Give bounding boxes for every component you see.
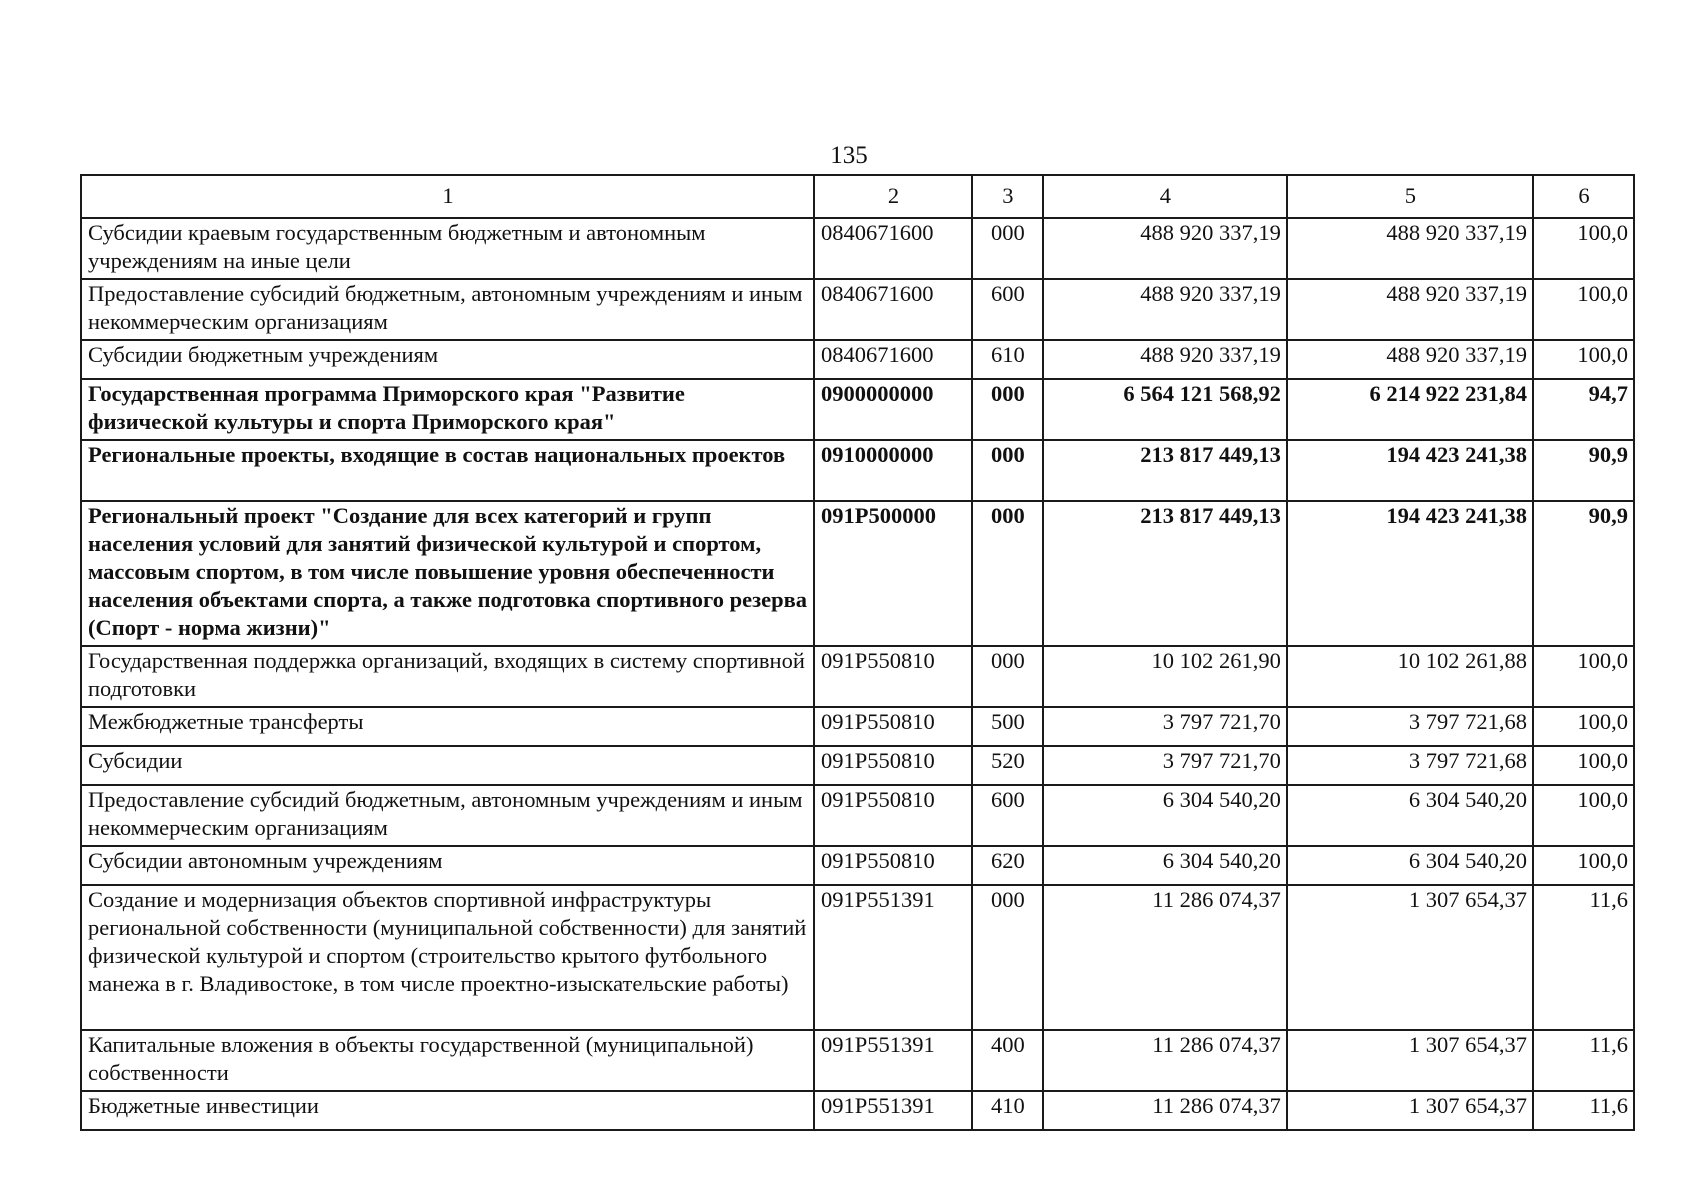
row-percent-executed: 90,9	[1533, 440, 1634, 501]
row-percent-executed: 100,0	[1533, 746, 1634, 785]
row-expense-type: 610	[972, 340, 1043, 379]
row-executed-amount: 1 307 654,37	[1287, 1030, 1533, 1091]
row-executed-amount: 1 307 654,37	[1287, 1091, 1533, 1130]
row-percent-executed: 94,7	[1533, 379, 1634, 440]
row-code: 0900000000	[814, 379, 972, 440]
table-body	[81, 218, 1634, 1130]
row-code: 091P550810	[814, 646, 972, 707]
row-percent-executed: 100,0	[1533, 846, 1634, 885]
row-code: 091P550810	[814, 707, 972, 746]
row-executed-amount: 3 797 721,68	[1287, 707, 1533, 746]
row-name: Создание и модернизация объектов спортивной инфраструктуры региональной собственности (муниципальной собственности) для занятий физической культурой и спортом (строительство крытого футбольного манежа в г. Владивостоке, в том числе проектно-изыскательские работы)	[81, 885, 814, 1030]
row-percent-executed: 100,0	[1533, 646, 1634, 707]
budget-table	[80, 174, 1635, 1131]
row-expense-type: 520	[972, 746, 1043, 785]
row-planned-amount: 213 817 449,13	[1043, 440, 1287, 501]
table-row	[81, 785, 1634, 846]
row-code: 091P550810	[814, 746, 972, 785]
row-name: Государственная поддержка организаций, входящих в систему спортивной подготовки	[81, 646, 814, 707]
row-expense-type: 000	[972, 885, 1043, 1030]
row-expense-type: 000	[972, 440, 1043, 501]
row-name: Субсидии бюджетным учреждениям	[81, 340, 814, 379]
row-percent-executed: 11,6	[1533, 885, 1634, 1030]
row-expense-type: 500	[972, 707, 1043, 746]
row-executed-amount: 488 920 337,19	[1287, 340, 1533, 379]
row-planned-amount: 11 286 074,37	[1043, 1091, 1287, 1130]
page-number: 135	[830, 142, 868, 169]
row-name: Субсидии краевым государственным бюджетным и автономным учреждениям на иные цели	[81, 218, 814, 279]
column-header: 3	[972, 175, 1043, 218]
row-expense-type: 000	[972, 218, 1043, 279]
row-planned-amount: 6 304 540,20	[1043, 846, 1287, 885]
row-planned-amount: 11 286 074,37	[1043, 1030, 1287, 1091]
column-header: 6	[1533, 175, 1634, 218]
row-name: Государственная программа Приморского края "Развитие физической культуры и спорта Приморского края"	[81, 379, 814, 440]
row-name: Бюджетные инвестиции	[81, 1091, 814, 1130]
table-row	[81, 885, 1634, 1030]
table-row	[81, 379, 1634, 440]
row-executed-amount: 488 920 337,19	[1287, 279, 1533, 340]
row-expense-type: 620	[972, 846, 1043, 885]
table-row	[81, 279, 1634, 340]
table-row	[81, 846, 1634, 885]
row-planned-amount: 10 102 261,90	[1043, 646, 1287, 707]
row-executed-amount: 6 214 922 231,84	[1287, 379, 1533, 440]
row-name: Капитальные вложения в объекты государственной (муниципальной) собственности	[81, 1030, 814, 1091]
row-planned-amount: 488 920 337,19	[1043, 218, 1287, 279]
row-name: Субсидии автономным учреждениям	[81, 846, 814, 885]
row-planned-amount: 488 920 337,19	[1043, 340, 1287, 379]
column-header: 2	[814, 175, 972, 218]
row-planned-amount: 488 920 337,19	[1043, 279, 1287, 340]
row-expense-type: 410	[972, 1091, 1043, 1130]
row-planned-amount: 3 797 721,70	[1043, 746, 1287, 785]
table-row	[81, 707, 1634, 746]
row-percent-executed: 100,0	[1533, 218, 1634, 279]
row-name: Предоставление субсидий бюджетным, автономным учреждениям и иным некоммерческим организациям	[81, 279, 814, 340]
row-code: 0840671600	[814, 218, 972, 279]
row-expense-type: 000	[972, 379, 1043, 440]
row-expense-type: 000	[972, 501, 1043, 646]
table-row	[81, 218, 1634, 279]
row-planned-amount: 3 797 721,70	[1043, 707, 1287, 746]
row-code: 091P551391	[814, 1030, 972, 1091]
table-row	[81, 440, 1634, 501]
row-expense-type: 600	[972, 785, 1043, 846]
row-percent-executed: 11,6	[1533, 1091, 1634, 1130]
row-code: 091P551391	[814, 885, 972, 1030]
table-row	[81, 1030, 1634, 1091]
row-executed-amount: 194 423 241,38	[1287, 440, 1533, 501]
row-expense-type: 600	[972, 279, 1043, 340]
row-name: Межбюджетные трансферты	[81, 707, 814, 746]
row-code: 0840671600	[814, 279, 972, 340]
row-planned-amount: 6 564 121 568,92	[1043, 379, 1287, 440]
row-planned-amount: 11 286 074,37	[1043, 885, 1287, 1030]
column-header: 4	[1043, 175, 1287, 218]
row-executed-amount: 1 307 654,37	[1287, 885, 1533, 1030]
table-row	[81, 340, 1634, 379]
table-row	[81, 646, 1634, 707]
table-header-row	[81, 175, 1634, 218]
row-executed-amount: 6 304 540,20	[1287, 785, 1533, 846]
row-code: 0840671600	[814, 340, 972, 379]
row-name: Субсидии	[81, 746, 814, 785]
row-name: Региональные проекты, входящие в состав национальных проектов	[81, 440, 814, 501]
row-executed-amount: 10 102 261,88	[1287, 646, 1533, 707]
row-code: 091P500000	[814, 501, 972, 646]
row-code: 0910000000	[814, 440, 972, 501]
row-percent-executed: 90,9	[1533, 501, 1634, 646]
row-name: Региональный проект "Создание для всех категорий и групп населения условий для занятий физической культурой и спортом, массовым спортом, в том числе повышение уровня обеспеченности населения объектами спорта, а также подготовка спортивного резерва (Спорт - норма жизни)"	[81, 501, 814, 646]
row-percent-executed: 100,0	[1533, 279, 1634, 340]
table-row	[81, 1091, 1634, 1130]
row-expense-type: 400	[972, 1030, 1043, 1091]
row-expense-type: 000	[972, 646, 1043, 707]
row-percent-executed: 100,0	[1533, 785, 1634, 846]
row-percent-executed: 100,0	[1533, 707, 1634, 746]
row-planned-amount: 213 817 449,13	[1043, 501, 1287, 646]
column-header: 5	[1287, 175, 1533, 218]
row-name: Предоставление субсидий бюджетным, автономным учреждениям и иным некоммерческим организациям	[81, 785, 814, 846]
row-code: 091P551391	[814, 1091, 972, 1130]
row-percent-executed: 100,0	[1533, 340, 1634, 379]
row-executed-amount: 488 920 337,19	[1287, 218, 1533, 279]
row-planned-amount: 6 304 540,20	[1043, 785, 1287, 846]
row-executed-amount: 194 423 241,38	[1287, 501, 1533, 646]
table-row	[81, 501, 1634, 646]
column-header: 1	[81, 175, 814, 218]
row-code: 091P550810	[814, 785, 972, 846]
row-executed-amount: 6 304 540,20	[1287, 846, 1533, 885]
table-row	[81, 746, 1634, 785]
row-code: 091P550810	[814, 846, 972, 885]
row-executed-amount: 3 797 721,68	[1287, 746, 1533, 785]
row-percent-executed: 11,6	[1533, 1030, 1634, 1091]
